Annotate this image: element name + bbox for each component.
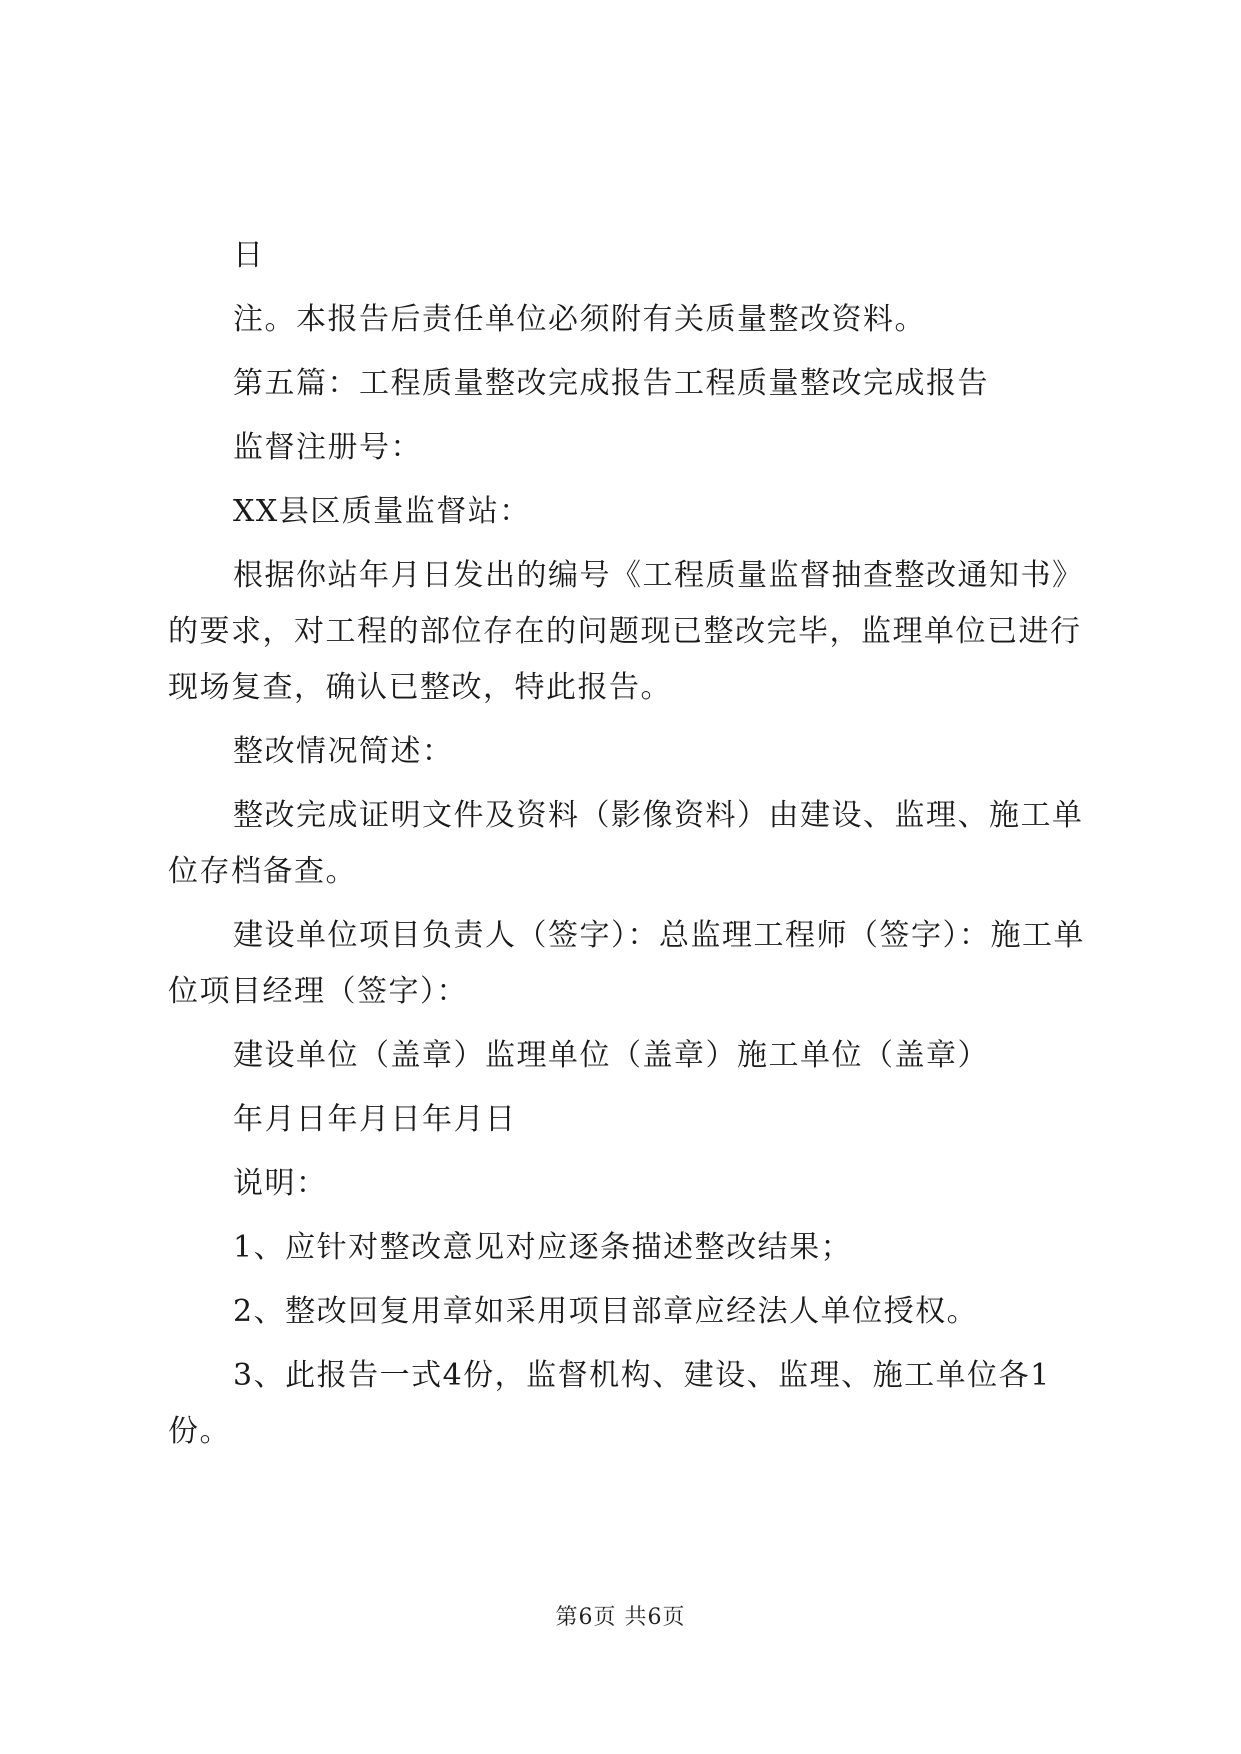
paragraph-day: 日 xyxy=(233,238,265,273)
paragraph-note-item-2: 2、整改回复用章如采用项目部章应经法人单位授权。 xyxy=(233,1294,979,1329)
paragraph-seals: 建设单位（盖章）监理单位（盖章）施工单位（盖章） xyxy=(233,1038,989,1073)
document-body xyxy=(168,228,1088,1468)
paragraph-note-item-1: 1、应针对整改意见对应逐条描述整改结果； xyxy=(233,1230,853,1265)
paragraph-documents: 整改完成证明文件及资料（影像资料）由建设、监理、施工单位存档备查。 xyxy=(168,798,1084,889)
paragraph-note-item-3: 3、此报告一式4份，监督机构、建设、监理、施工单位各1份。 xyxy=(168,1358,1051,1449)
paragraph-signatures: 建设单位项目负责人（签字）：总监理工程师（签字）：施工单位项目经理（签字）： xyxy=(168,918,1085,1009)
section-heading: 第五篇：工程质量整改完成报告工程质量整改完成报告 xyxy=(233,366,989,401)
paragraph-report-body: 根据你站年月日发出的编号《工程质量监督抽查整改通知书》的要求，对工程的部位存在的问题现已整改完毕，监理单位已进行现场复查，确认已整改，特此报告。 xyxy=(168,558,1084,705)
paragraph-notes-label: 说明： xyxy=(233,1166,328,1201)
paragraph-dates: 年月日年月日年月日 xyxy=(233,1102,517,1137)
paragraph-addressee: XX县区质量监督站： xyxy=(233,494,531,529)
paragraph-note: 注。本报告后责任单位必须附有关质量整改资料。 xyxy=(233,302,926,337)
page-number-footer: 第6页 共6页 xyxy=(555,1605,686,1630)
paragraph-registration-number: 监督注册号： xyxy=(233,430,422,465)
paragraph-summary-label: 整改情况简述： xyxy=(233,734,454,769)
